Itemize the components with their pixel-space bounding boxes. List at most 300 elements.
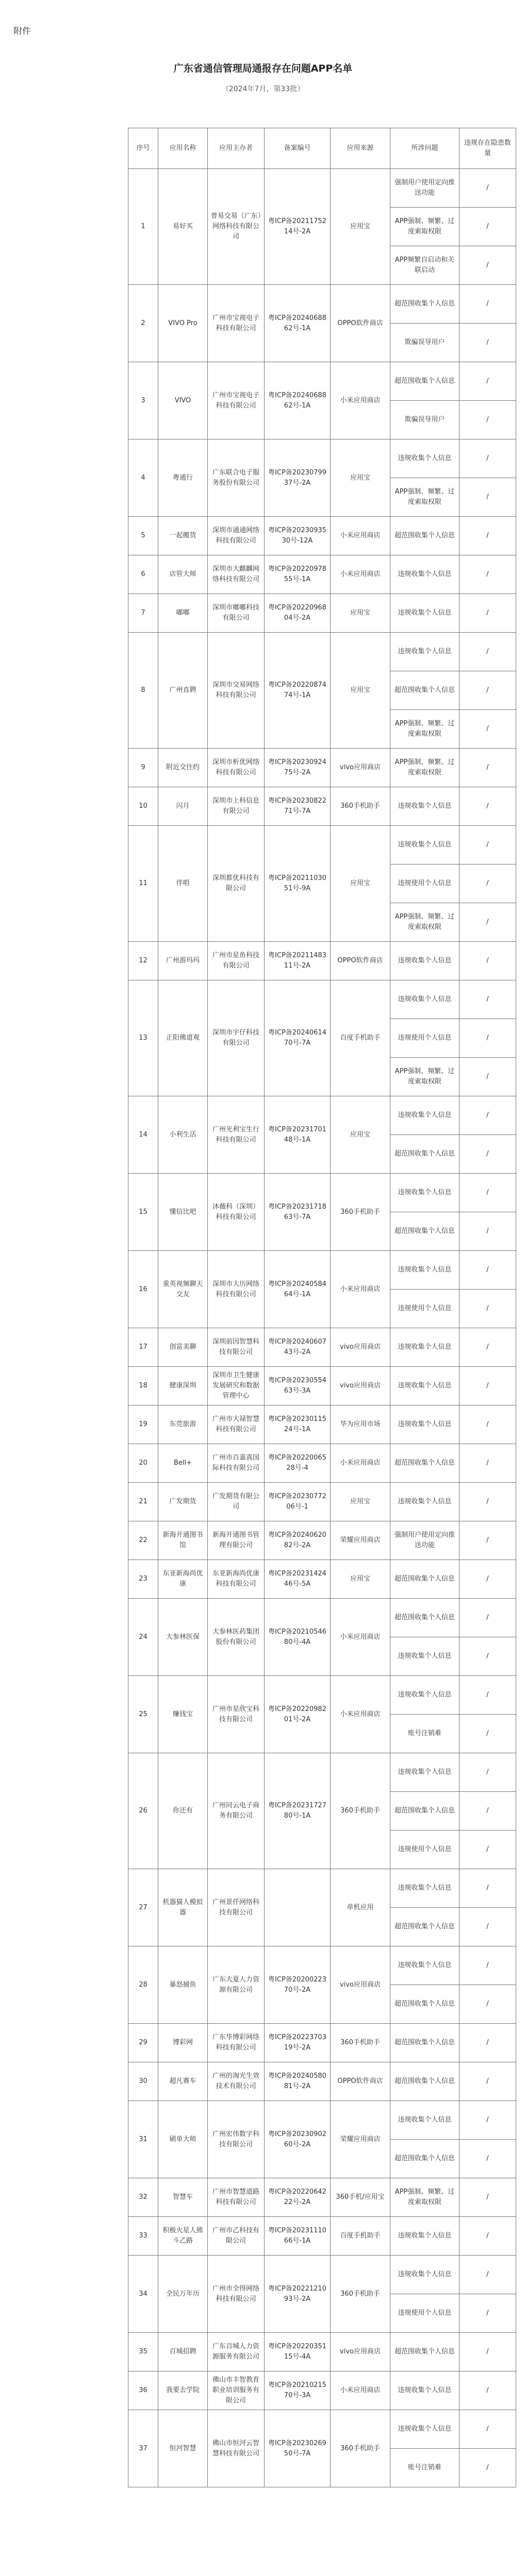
issue-cell: 超范围收集个人信息 [390, 1792, 459, 1831]
issue-cell: 违规收集个人信息 [390, 2217, 459, 2256]
record-number-cell: 粤ICP备2024061470号-7A [265, 980, 331, 1096]
row-number-cell: 18 [128, 1367, 158, 1405]
table-row [128, 2410, 516, 2449]
hazard-count-cell: / [459, 2178, 516, 2217]
row-number-cell: 34 [128, 2256, 158, 2333]
record-number-cell: 粤ICP备2024058081号-2A [265, 2062, 331, 2101]
table-row [128, 1405, 516, 1444]
record-number-cell: 粤ICP备2024068862号-1A [265, 285, 331, 362]
app-name-cell: 粤通行 [158, 439, 208, 517]
app-owner-cell: 广州光利宝生行科技有限公司 [208, 1096, 265, 1174]
hazard-count-cell: / [459, 1096, 516, 1135]
record-number-cell: 粤ICP备2023172780号-1A [265, 1753, 331, 1869]
hazard-count-cell: / [459, 826, 516, 865]
hazard-count-cell: / [459, 787, 516, 826]
app-owner-cell: 新海开通图书管理有限公司 [208, 1521, 265, 1560]
issue-cell: 违规收集个人信息 [390, 1328, 459, 1367]
issue-cell: 超范围收集个人信息 [390, 1908, 459, 1946]
row-number-cell: 12 [128, 942, 158, 980]
record-number-cell: 粤ICP备2022096804号-2A [265, 594, 331, 633]
app-owner-cell: 广州的淘光生效技术有限公司 [208, 2062, 265, 2101]
row-number-cell: 13 [128, 980, 158, 1096]
app-owner-cell: 深圳市宇仔科技有限公司 [208, 980, 265, 1096]
app-name-cell: 恒河智慧 [158, 2410, 208, 2487]
hazard-count-cell: / [459, 710, 516, 749]
app-name-cell: VIVO Pro [158, 285, 208, 362]
app-owner-cell: 广州市星欣宝科技有限公司 [208, 1676, 265, 1753]
record-number-cell: 粤ICP备2021054680号-4A [265, 1599, 331, 1676]
hazard-count-cell: / [459, 1212, 516, 1251]
table-row [128, 1521, 516, 1560]
table-row [128, 826, 516, 865]
record-number-cell: 粤ICP备2022370319号-2A [265, 2024, 331, 2062]
issue-cell: APP频繁自启动和关联启动 [390, 246, 459, 285]
app-owner-cell: 深圳前因智慧科技有限公司 [208, 1328, 265, 1367]
table-row [128, 594, 516, 633]
app-name-cell: 刷单大师 [158, 2101, 208, 2178]
table-row [128, 1096, 516, 1135]
issue-cell: 违规收集个人信息 [390, 1405, 459, 1444]
hazard-count-cell: / [459, 1444, 516, 1483]
record-number-cell: 粤ICP备2022121093号-2A [265, 2256, 331, 2333]
app-name-cell: 机器猫人模拟器 [158, 1869, 208, 1946]
issue-cell: 欺骗误导用户 [390, 401, 459, 439]
record-number-cell: 粤ICP备2023093530号-12A [265, 517, 331, 555]
app-owner-cell: 深圳市通通网络科技有限公司 [208, 517, 265, 555]
hazard-count-cell: / [459, 903, 516, 942]
issue-cell: 账号注销难 [390, 1715, 459, 1753]
issue-cell: 违规收集个人信息 [390, 1753, 459, 1792]
hazard-count-cell: / [459, 517, 516, 555]
issue-cell: 超范围收集个人信息 [390, 1560, 459, 1599]
hazard-count-cell: / [459, 2294, 516, 2333]
issue-cell: 超范围收集个人信息 [390, 517, 459, 555]
app-source-cell: 360手机助手 [331, 2256, 390, 2333]
app-name-cell: 广州直聘 [158, 633, 208, 749]
issue-cell: 违规收集个人信息 [390, 1946, 459, 1985]
table-row [128, 1444, 516, 1483]
table-row [128, 2062, 516, 2101]
issue-cell: 违规使用个人信息 [390, 865, 459, 903]
app-owner-cell: 深圳市上科信息有限公司 [208, 787, 265, 826]
issue-cell: 违规收集个人信息 [390, 1096, 459, 1135]
app-owner-cell: 深圳市卫生健康发展研究和数据管理中心 [208, 1367, 265, 1405]
app-owner-cell: 佛山市丰智教育职业培训服务有限公司 [208, 2371, 265, 2410]
app-owner-cell: 深圳市嘟嘟科技有限公司 [208, 594, 265, 633]
app-source-cell: vivo应用商店 [331, 2333, 390, 2371]
table-row [128, 1946, 516, 1985]
hazard-count-cell: / [459, 208, 516, 246]
app-source-cell: 小米应用商店 [331, 362, 390, 439]
table-row [128, 633, 516, 671]
issue-cell: APP强制、频繁、过度索取权限 [390, 749, 459, 787]
issue-cell: 超范围收集个人信息 [390, 285, 459, 324]
row-number-cell: 29 [128, 2024, 158, 2062]
app-source-cell: 应用宝 [331, 826, 390, 942]
hazard-count-cell: / [459, 1174, 516, 1212]
hazard-count-cell: / [459, 1405, 516, 1444]
issue-cell: 强制用户使用定向推送功能 [390, 1521, 459, 1560]
issue-cell: 违规使用个人信息 [390, 2294, 459, 2333]
app-owner-cell: 普易交易（广东）网络科技有限公司 [208, 169, 265, 285]
app-name-cell: 附近交往约 [158, 749, 208, 787]
app-source-cell: 应用宝 [331, 439, 390, 517]
header-cell: 违规存在隐患数量 [459, 128, 516, 169]
app-owner-cell: 广州市乙科技有限公司 [208, 2217, 265, 2256]
app-source-cell: 荣耀应用商店 [331, 1521, 390, 1560]
row-number-cell: 7 [128, 594, 158, 633]
app-source-cell: 应用宝 [331, 169, 390, 285]
header-cell: 所涉问题 [390, 128, 459, 169]
hazard-count-cell: / [459, 2101, 516, 2140]
app-source-cell: vivo应用商店 [331, 1328, 390, 1367]
app-name-cell: 闪月 [158, 787, 208, 826]
issue-cell: APP强制、频繁、过度索取权限 [390, 478, 459, 517]
issue-cell: 超范围收集个人信息 [390, 2024, 459, 2062]
hazard-count-cell: / [459, 1560, 516, 1599]
hazard-count-cell: / [459, 169, 516, 208]
app-name-cell: 新海开通图书馆 [158, 1521, 208, 1560]
issue-cell: 超范围收集个人信息 [390, 1444, 459, 1483]
app-source-cell: 百度手机助手 [331, 2217, 390, 2256]
hazard-count-cell: / [459, 2062, 516, 2101]
hazard-count-cell: / [459, 1290, 516, 1328]
record-number-cell: 粤ICP备2022097855号-1A [265, 555, 331, 594]
hazard-count-cell: / [459, 1521, 516, 1560]
row-number-cell: 2 [128, 285, 158, 362]
hazard-count-cell: / [459, 439, 516, 478]
app-owner-cell: 沐薇科（深圳）科技有限公司 [208, 1174, 265, 1251]
app-source-cell: 华为应用市场 [331, 1405, 390, 1444]
app-name-cell: 重英视频聊天交友 [158, 1251, 208, 1328]
hazard-count-cell: / [459, 246, 516, 285]
row-number-cell: 23 [128, 1560, 158, 1599]
app-name-cell: 大参林医保 [158, 1599, 208, 1676]
table-row [128, 1753, 516, 1792]
hazard-count-cell: / [459, 401, 516, 439]
app-owner-cell: 广州同云电子商务有限公司 [208, 1753, 265, 1869]
app-owner-cell: 广州市星鱼科技有限公司 [208, 942, 265, 980]
app-owner-cell: 广州市大禄智慧科技有限公司 [208, 1405, 265, 1444]
hazard-count-cell: / [459, 362, 516, 401]
hazard-count-cell: / [459, 1869, 516, 1908]
app-name-cell: 智慧车 [158, 2178, 208, 2217]
issue-cell: 超范围收集个人信息 [390, 671, 459, 710]
hazard-count-cell: / [459, 980, 516, 1019]
issue-cell: 违规收集个人信息 [390, 2410, 459, 2449]
app-source-cell: vivo应用商店 [331, 1946, 390, 2024]
row-number-cell: 22 [128, 1521, 158, 1560]
table-row [128, 749, 516, 787]
table-row [128, 1328, 516, 1367]
app-name-cell: 暴怒捕鱼 [158, 1946, 208, 2024]
issue-cell: APP强制、频繁、过度索取权限 [390, 903, 459, 942]
row-number-cell: 11 [128, 826, 158, 942]
table-row [128, 2333, 516, 2371]
app-name-cell: VIVO [158, 362, 208, 439]
issue-cell: 超范围收集个人信息 [390, 1135, 459, 1174]
row-number-cell: 26 [128, 1753, 158, 1869]
table-row [128, 285, 516, 324]
issue-cell: 超范围收集个人信息 [390, 2333, 459, 2371]
app-name-cell: 积极火星人熊斗乙路 [158, 2217, 208, 2256]
app-owner-cell: 东亚新海尚优康科技有限公司 [208, 1560, 265, 1599]
record-number-cell: 粤ICP备2024062082号-2A [265, 1521, 331, 1560]
record-number-cell: 粤ICP备2023090260号-2A [265, 2101, 331, 2178]
app-name-cell: 东亚新海尚优康 [158, 1560, 208, 1599]
hazard-count-cell: / [459, 324, 516, 362]
app-owner-cell: 广州市宝视电子科技有限公司 [208, 362, 265, 439]
record-number-cell: 粤ICP备2023142446号-5A [265, 1560, 331, 1599]
row-number-cell: 28 [128, 1946, 158, 2024]
app-name-cell: 我要去学院 [158, 2371, 208, 2410]
record-number-cell [265, 1869, 331, 1946]
app-source-cell: 360手机助手 [331, 1753, 390, 1869]
row-number-cell: 24 [128, 1599, 158, 1676]
row-number-cell: 10 [128, 787, 158, 826]
record-number-cell: 粤ICP备2022098201号-2A [265, 1676, 331, 1753]
document-title: 广东省通信管理局通报存在问题APP名单 [173, 63, 353, 74]
issue-cell: 违规使用个人信息 [390, 1290, 459, 1328]
row-number-cell: 27 [128, 1869, 158, 1946]
issue-cell: 超范围收集个人信息 [390, 362, 459, 401]
app-owner-cell: 广州景仟网络科技有限公司 [208, 1869, 265, 1946]
hazard-count-cell: / [459, 1483, 516, 1521]
hazard-count-cell: / [459, 942, 516, 980]
app-name-cell: 广州游玛玛 [158, 942, 208, 980]
table-row [128, 2024, 516, 2062]
record-number-cell: 粤ICP备2023171863号-7A [265, 1174, 331, 1251]
row-number-cell: 17 [128, 1328, 158, 1367]
app-source-cell: 360手机助手 [331, 2410, 390, 2487]
table-row [128, 555, 516, 594]
app-name-cell: Bell+ [158, 1444, 208, 1483]
record-number-cell: 粤ICP备2022035115号-4A [265, 2333, 331, 2371]
issue-cell: 违规收集个人信息 [390, 2101, 459, 2140]
header-cell: 应用主办者 [208, 128, 265, 169]
issue-cell: 违规收集个人信息 [390, 1869, 459, 1908]
app-name-cell: 伴唱 [158, 826, 208, 942]
issue-cell: 违规收集个人信息 [390, 2256, 459, 2294]
hazard-count-cell: / [459, 594, 516, 633]
issue-cell: APP强制、频繁、过度索取权限 [390, 208, 459, 246]
row-number-cell: 6 [128, 555, 158, 594]
table-row [128, 1367, 516, 1405]
row-number-cell: 4 [128, 439, 158, 517]
hazard-count-cell: / [459, 1637, 516, 1676]
app-source-cell: 应用宝 [331, 1483, 390, 1521]
issue-cell: 违规收集个人信息 [390, 555, 459, 594]
app-name-cell: 店管大师 [158, 555, 208, 594]
hazard-count-cell: / [459, 1908, 516, 1946]
app-name-cell: 健康深圳 [158, 1367, 208, 1405]
app-source-cell: OPPO软件商店 [331, 285, 390, 362]
app-source-cell: 小米应用商店 [331, 1676, 390, 1753]
row-number-cell: 32 [128, 2178, 158, 2217]
issue-cell: 违规收集个人信息 [390, 1676, 459, 1715]
app-list-table [128, 128, 516, 2487]
hazard-count-cell: / [459, 1328, 516, 1367]
record-number-cell: 粤ICP备2023092475号-2A [265, 749, 331, 787]
issue-cell: 违规收集个人信息 [390, 1637, 459, 1676]
hazard-count-cell: / [459, 1946, 516, 1985]
app-owner-cell: 大参林医药集团股份有限公司 [208, 1599, 265, 1676]
issue-cell: 违规收集个人信息 [390, 787, 459, 826]
row-number-cell: 30 [128, 2062, 158, 2101]
issue-cell: 账号注销难 [390, 2449, 459, 2487]
issue-cell: 违规收集个人信息 [390, 2371, 459, 2410]
issue-cell: 违规收集个人信息 [390, 633, 459, 671]
app-owner-cell: 广发期货有限公司 [208, 1483, 265, 1521]
header-cell: 备案编号 [265, 128, 331, 169]
app-source-cell: 小米应用商店 [331, 1251, 390, 1328]
app-owner-cell: 深圳市交易网络科技有限公司 [208, 633, 265, 749]
hazard-count-cell: / [459, 285, 516, 324]
row-number-cell: 5 [128, 517, 158, 555]
app-source-cell: 小米应用商店 [331, 1444, 390, 1483]
app-name-cell: 全民万年历 [158, 2256, 208, 2333]
table-row [128, 1599, 516, 1637]
row-number-cell: 8 [128, 633, 158, 749]
table-row [128, 980, 516, 1019]
row-number-cell: 16 [128, 1251, 158, 1328]
row-number-cell: 21 [128, 1483, 158, 1521]
app-name-cell: 嘟嘟 [158, 594, 208, 633]
app-source-cell: 360手机/应用宝 [331, 2178, 390, 2217]
issue-cell: 违规使用个人信息 [390, 1831, 459, 1869]
table-row [128, 1676, 516, 1715]
hazard-count-cell: / [459, 1753, 516, 1792]
row-number-cell: 9 [128, 749, 158, 787]
row-number-cell: 33 [128, 2217, 158, 2256]
row-number-cell: 31 [128, 2101, 158, 2178]
record-number-cell: 粤ICP备2022064222号-2A [265, 2178, 331, 2217]
record-number-cell: 粤ICP备2023079937号-2A [265, 439, 331, 517]
app-source-cell: 应用宝 [331, 633, 390, 749]
record-number-cell: 粤ICP备2023026950号-7A [265, 2410, 331, 2487]
hazard-count-cell: / [459, 671, 516, 710]
hazard-count-cell: / [459, 2371, 516, 2410]
hazard-count-cell: / [459, 2333, 516, 2371]
hazard-count-cell: / [459, 2449, 516, 2487]
record-number-cell: 粤ICP备2023077206号-1 [265, 1483, 331, 1521]
app-owner-cell: 广州市宝视电子科技有限公司 [208, 285, 265, 362]
app-source-cell: vivo应用商店 [331, 749, 390, 787]
record-number-cell: 粤ICP备2022006528号-4 [265, 1444, 331, 1483]
app-name-cell: 超凡赛车 [158, 2062, 208, 2101]
table-row [128, 2371, 516, 2410]
hazard-count-cell: / [459, 1251, 516, 1290]
table-row [128, 169, 516, 208]
app-owner-cell: 广州宏伟数字科技有限公司 [208, 2101, 265, 2178]
hazard-count-cell: / [459, 2410, 516, 2449]
row-number-cell: 15 [128, 1174, 158, 1251]
hazard-count-cell: / [459, 1676, 516, 1715]
table-row [128, 1869, 516, 1908]
issue-cell: 违规收集个人信息 [390, 439, 459, 478]
table-row [128, 2256, 516, 2294]
record-number-cell: 粤ICP备2021148311号-2A [265, 942, 331, 980]
issue-cell: APP强制、频繁、过度索取权限 [390, 1058, 459, 1096]
issue-cell: 违规收集个人信息 [390, 594, 459, 633]
record-number-cell: 粤ICP备2020022370号-2A [265, 1946, 331, 2024]
header-cell: 序号 [128, 128, 158, 169]
hazard-count-cell: / [459, 1135, 516, 1174]
issue-cell: APP强制、频繁、过度索取权限 [390, 710, 459, 749]
app-owner-cell: 广东百城人力资源服务有限公司 [208, 2333, 265, 2371]
hazard-count-cell: / [459, 2024, 516, 2062]
record-number-cell: 粤ICP备2021021570号-3A [265, 2371, 331, 2410]
app-source-cell: 单机应用 [331, 1869, 390, 1946]
hazard-count-cell: / [459, 478, 516, 517]
app-owner-cell: 深圳市析优网络科技有限公司 [208, 749, 265, 787]
table-row [128, 2178, 516, 2217]
hazard-count-cell: / [459, 1367, 516, 1405]
issue-cell: 违规收集个人信息 [390, 826, 459, 865]
hazard-count-cell: / [459, 1058, 516, 1096]
app-name-cell: 赚钱宝 [158, 1676, 208, 1753]
table-row [128, 942, 516, 980]
hazard-count-cell: / [459, 1792, 516, 1831]
hazard-count-cell: / [459, 2140, 516, 2178]
row-number-cell: 14 [128, 1096, 158, 1174]
hazard-count-cell: / [459, 1599, 516, 1637]
app-name-cell: 小利生活 [158, 1096, 208, 1174]
attachment-label: 附件 [13, 26, 31, 37]
issue-cell: 强制用户使用定向推送功能 [390, 169, 459, 208]
row-number-cell: 1 [128, 169, 158, 285]
app-name-cell: 东莞旅游 [158, 1405, 208, 1444]
table-header-row [128, 128, 516, 169]
row-number-cell: 19 [128, 1405, 158, 1444]
app-name-cell: 懂信比吧 [158, 1174, 208, 1251]
issue-cell: 超范围收集个人信息 [390, 1212, 459, 1251]
record-number-cell: 粤ICP备2024068862号-1A [265, 362, 331, 439]
app-source-cell: 小米应用商店 [331, 2371, 390, 2410]
row-number-cell: 25 [128, 1676, 158, 1753]
app-name-cell: 你还有 [158, 1753, 208, 1869]
issue-cell: 违规收集个人信息 [390, 1367, 459, 1405]
row-number-cell: 36 [128, 2371, 158, 2410]
hazard-count-cell: / [459, 1831, 516, 1869]
app-source-cell: 应用宝 [331, 1096, 390, 1174]
app-owner-cell: 广东联合电子服务股份有限公司 [208, 439, 265, 517]
record-number-cell: 粤ICP备2023011524号-1A [265, 1405, 331, 1444]
record-number-cell: 粤ICP备2023055463号-3A [265, 1367, 331, 1405]
app-source-cell: vivo应用商店 [331, 1367, 390, 1405]
app-source-cell: OPPO软件商店 [331, 2062, 390, 2101]
record-number-cell: 粤ICP备2023111066号-1A [265, 2217, 331, 2256]
issue-cell: 超范围收集个人信息 [390, 1985, 459, 2024]
table-row [128, 787, 516, 826]
app-owner-cell: 佛山市恒河云智慧科技有限公司 [208, 2410, 265, 2487]
row-number-cell: 3 [128, 362, 158, 439]
app-name-cell: 百城招聘 [158, 2333, 208, 2371]
app-owner-cell: 广州市百嘉真国际科技有限公司 [208, 1444, 265, 1483]
row-number-cell: 20 [128, 1444, 158, 1483]
table-row [128, 1560, 516, 1599]
document-subtitle: （2024年7月，第33批） [221, 85, 305, 93]
hazard-count-cell: / [459, 865, 516, 903]
record-number-cell: 粤ICP备2021103051号-9A [265, 826, 331, 942]
issue-cell: 违规使用个人信息 [390, 1019, 459, 1058]
table-row [128, 1174, 516, 1212]
hazard-count-cell: / [459, 2217, 516, 2256]
header-cell: 应用来源 [331, 128, 390, 169]
record-number-cell: 粤ICP备2021175214号-2A [265, 169, 331, 285]
record-number-cell: 粤ICP备2023170148号-1A [265, 1096, 331, 1174]
record-number-cell: 粤ICP备2022087474号-1A [265, 633, 331, 749]
